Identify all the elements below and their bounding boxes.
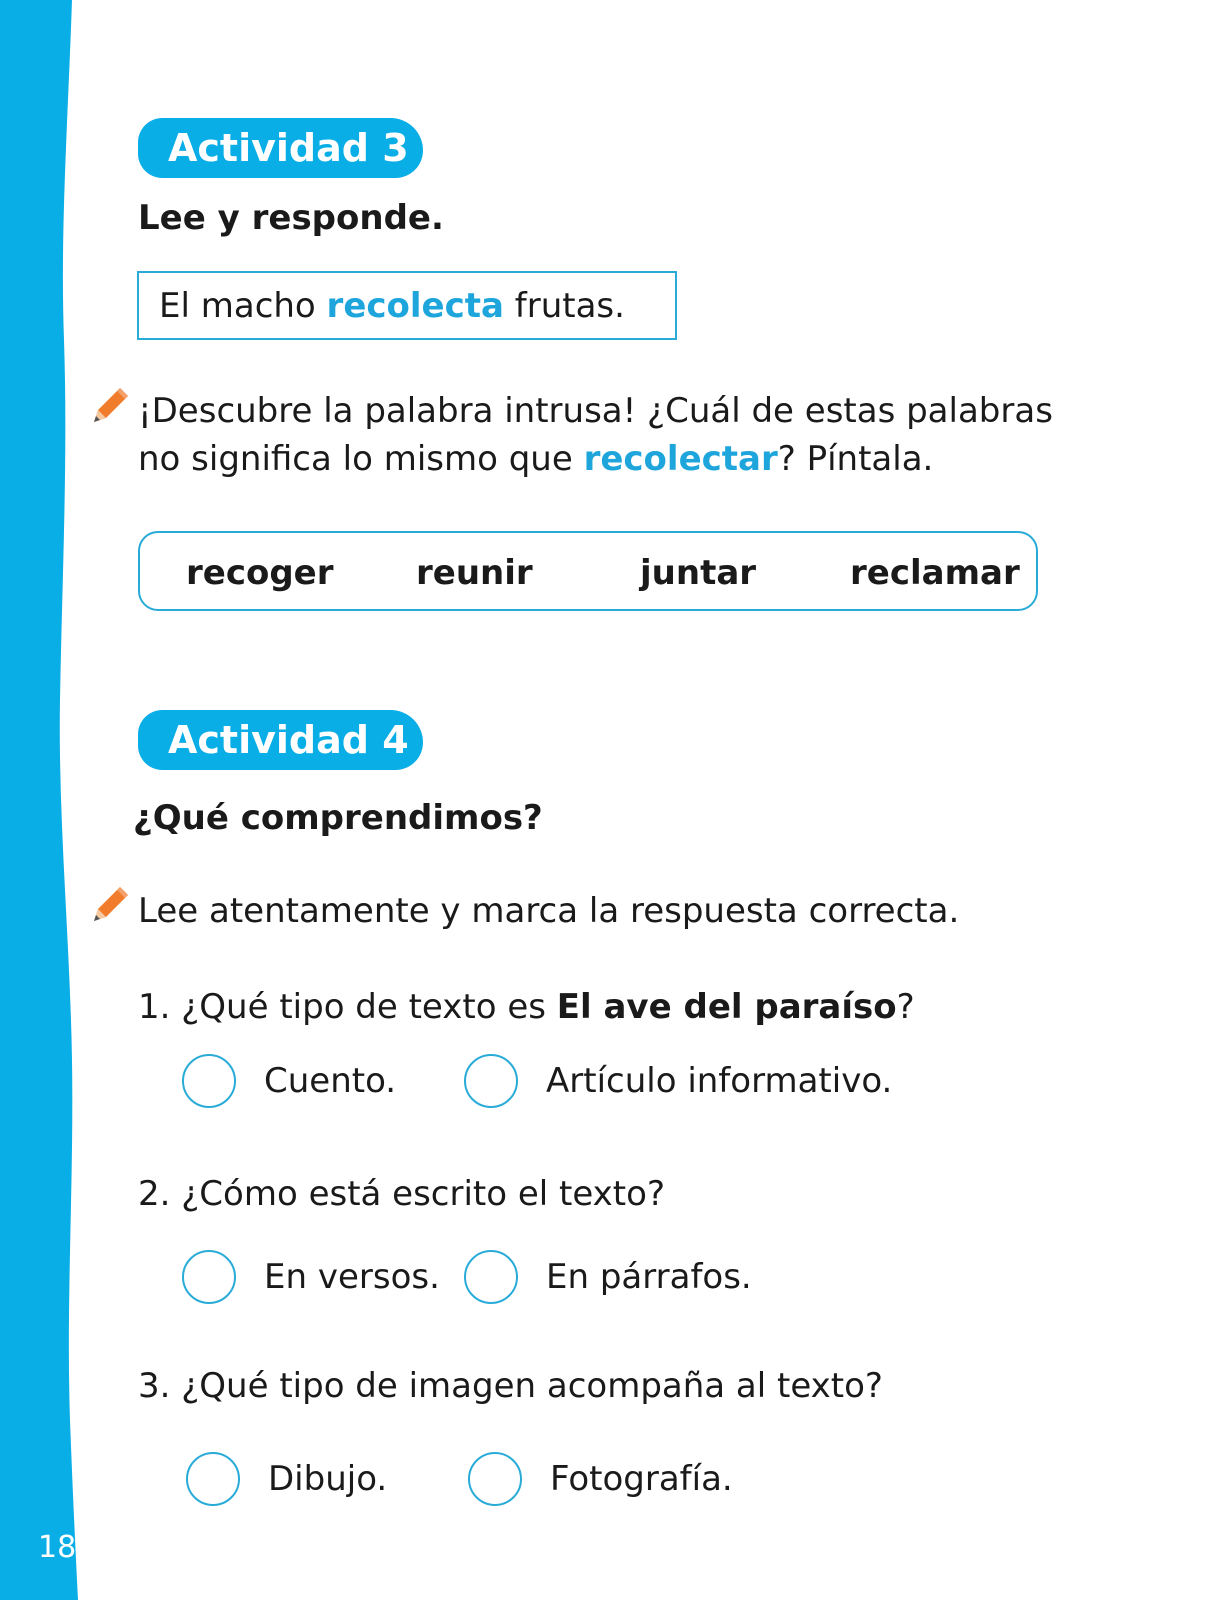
- sentence-highlight: recolecta: [326, 286, 504, 326]
- pencil-icon: [88, 883, 132, 927]
- word-choices-box: [138, 531, 1038, 611]
- word-option[interactable]: reunir: [416, 553, 533, 593]
- question-1: [138, 987, 915, 1027]
- question-1-text: 1. ¿Qué tipo de texto es: [138, 987, 557, 1027]
- sentence-box: [137, 271, 677, 340]
- option-articulo-informativo[interactable]: [464, 1051, 892, 1111]
- radio-circle[interactable]: [182, 1054, 236, 1108]
- word-option[interactable]: recoger: [186, 553, 334, 593]
- radio-circle[interactable]: [468, 1452, 522, 1506]
- pencil-icon: [88, 384, 132, 428]
- word-option[interactable]: juntar: [640, 553, 757, 593]
- option-fotografia[interactable]: [468, 1449, 733, 1509]
- activity-4-instruction: Lee atentamente y marca la respuesta correcta.: [138, 891, 960, 931]
- option-label: En versos.: [264, 1257, 440, 1297]
- option-label: Fotografía.: [550, 1459, 733, 1499]
- question-1-title: El ave del paraíso: [556, 987, 897, 1027]
- option-en-versos[interactable]: [182, 1247, 440, 1307]
- instruction-highlight: recolectar: [583, 439, 778, 479]
- activity-3-badge: Actividad 3: [138, 118, 423, 178]
- option-en-parrafos[interactable]: [464, 1247, 752, 1307]
- option-dibujo[interactable]: [186, 1449, 387, 1509]
- side-band: [0, 0, 90, 1600]
- word-option[interactable]: reclamar: [850, 553, 1020, 593]
- option-cuento[interactable]: [182, 1051, 396, 1111]
- sentence-end: frutas.: [503, 286, 625, 326]
- activity-3-instruction: [138, 387, 1098, 483]
- page-number: 18: [38, 1530, 77, 1565]
- activity-4-heading: ¿Qué comprendimos?: [133, 798, 543, 838]
- question-2: 2. ¿Cómo está escrito el texto?: [138, 1174, 665, 1214]
- activity-4-badge: Actividad 4: [138, 710, 423, 770]
- radio-circle[interactable]: [464, 1054, 518, 1108]
- question-3: 3. ¿Qué tipo de imagen acompaña al texto?: [138, 1366, 883, 1406]
- option-label: Dibujo.: [268, 1459, 388, 1499]
- option-label: Artículo informativo.: [546, 1061, 893, 1101]
- question-1-end: ?: [896, 987, 915, 1027]
- option-label: Cuento.: [264, 1061, 397, 1101]
- instruction-text-end: ? Píntala.: [777, 439, 934, 479]
- activity-3-heading: Lee y responde.: [138, 198, 444, 238]
- instruction-text: ¡Descubre la palabra intrusa! ¿Cuál de estas palabras no significa lo mismo que: [138, 391, 1053, 479]
- radio-circle[interactable]: [186, 1452, 240, 1506]
- sentence-start: El macho: [159, 286, 327, 326]
- option-label: En párrafos.: [546, 1257, 752, 1297]
- radio-circle[interactable]: [464, 1250, 518, 1304]
- radio-circle[interactable]: [182, 1250, 236, 1304]
